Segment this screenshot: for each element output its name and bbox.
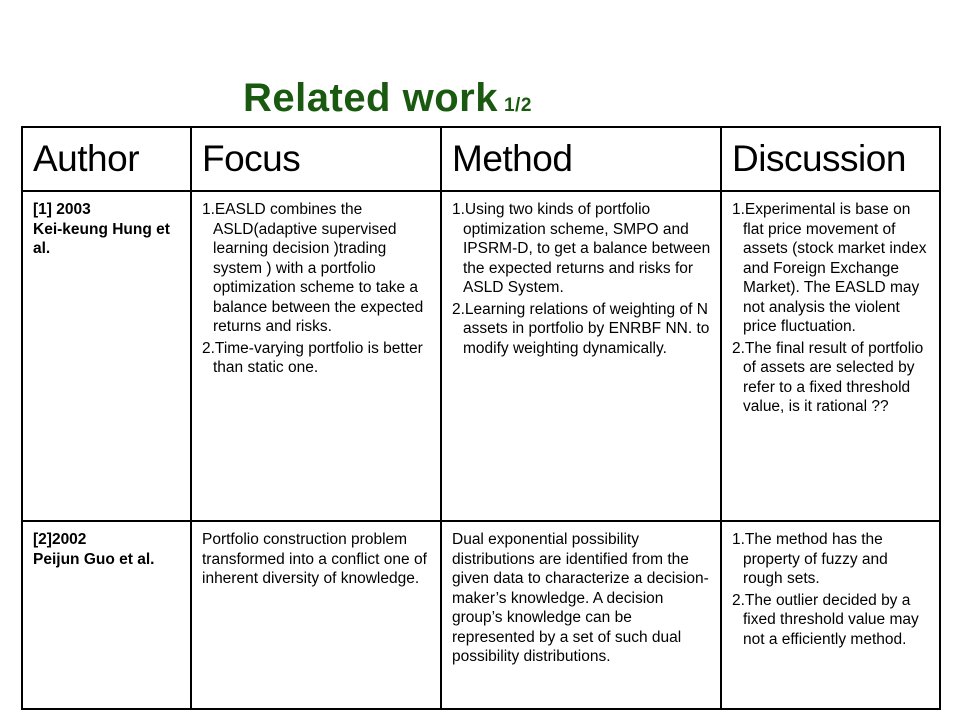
author-names: Peijun Guo et al. xyxy=(33,550,155,568)
author-cell xyxy=(22,191,191,521)
reference-year: [2]2002 xyxy=(33,531,87,548)
focus-cell xyxy=(191,521,441,709)
discussion-point: 2.The outlier decided by a fixed threshold value may not a efficiently method. xyxy=(732,591,919,648)
method-cell xyxy=(441,191,721,521)
focus-point: 2.Time-varying portfolio is better than static one. xyxy=(202,339,423,376)
discussion-point: 2.The final result of portfolio of assets are selected by refer to a fixed threshold value, is it rational ?? xyxy=(732,339,924,415)
discussion-cell xyxy=(721,521,940,709)
method-point: 1.Using two kinds of portfolio optimization scheme, SMPO and IPSRM-D, to get a balance between the expected returns and risks for ASLD System. xyxy=(452,201,711,296)
header-focus: Focus xyxy=(191,127,441,191)
table-row xyxy=(22,191,940,521)
focus-text: Portfolio construction problem transformed into a conflict one of inherent diversity of knowledge. xyxy=(202,531,427,587)
slide-title-text: Related work xyxy=(243,76,498,120)
slide-title xyxy=(243,76,532,121)
table-row xyxy=(22,521,940,709)
focus-cell xyxy=(191,191,441,521)
related-work-table xyxy=(21,126,941,710)
author-names: Kei-keung Hung et al. xyxy=(33,220,170,257)
table-header-row xyxy=(22,127,940,191)
discussion-cell xyxy=(721,191,940,521)
slide-page-indicator: 1/2 xyxy=(503,95,532,116)
method-cell xyxy=(441,521,721,709)
header-method: Method xyxy=(441,127,721,191)
method-point: 2.Learning relations of weighting of N assets in portfolio by ENRBF NN. to modify weighting dynamically. xyxy=(452,300,710,357)
focus-point: 1.EASLD combines the ASLD(adaptive supervised learning decision )trading system ) with a portfolio optimization scheme to take a balance between the expected returns and risks. xyxy=(202,201,424,335)
header-author: Author xyxy=(22,127,191,191)
author-cell xyxy=(22,521,191,709)
reference-year: [1] 2003 xyxy=(33,201,91,218)
discussion-point: 1.Experimental is base on flat price movement of assets (stock market index and Foreign Exchange Market). The EASLD may not analysis the violent price fluctuation. xyxy=(732,201,927,335)
header-discussion: Discussion xyxy=(721,127,940,191)
method-text: Dual exponential possibility distributions are identified from the given data to characterize a decision-maker’s knowledge. A decision group’s knowledge can be represented by a set of such dual possibility distributions. xyxy=(452,531,709,665)
discussion-point: 1.The method has the property of fuzzy and rough sets. xyxy=(732,531,888,587)
